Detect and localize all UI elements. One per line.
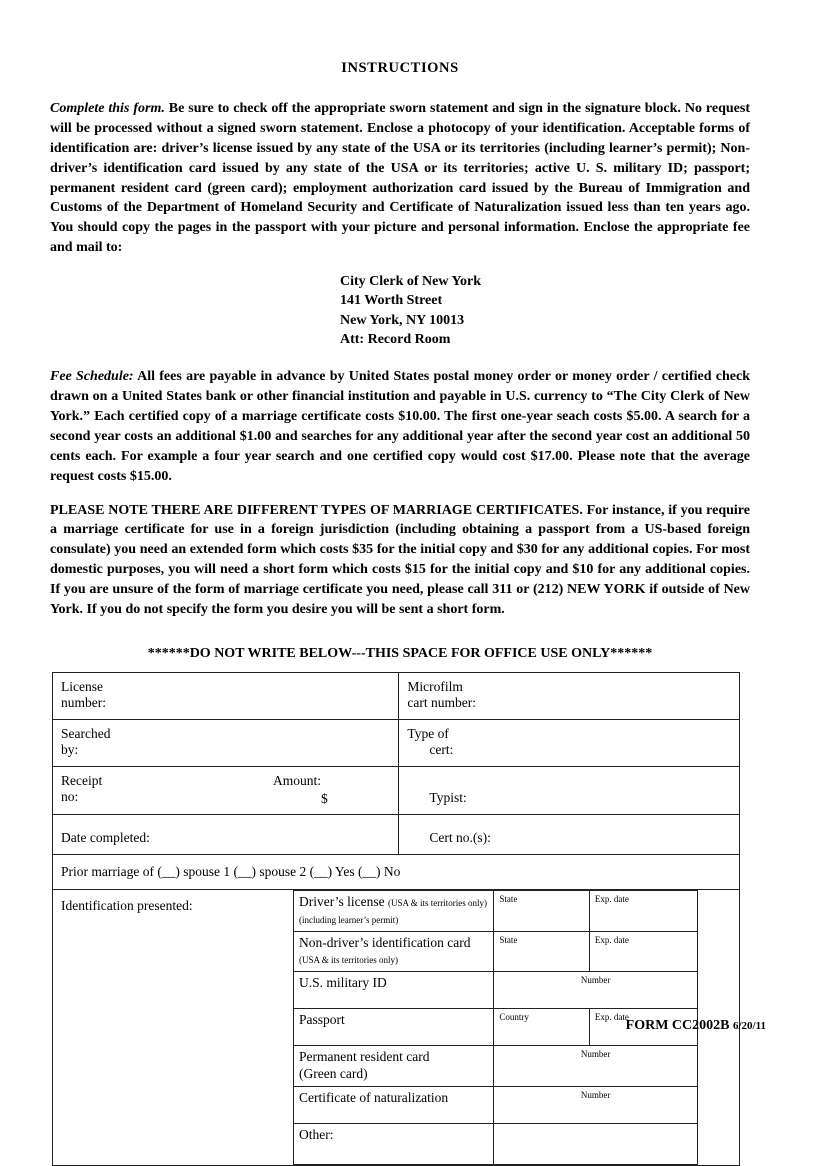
col-header-country: Country bbox=[499, 1012, 529, 1023]
id-note-non-drivers-id: (USA & its territories only) bbox=[299, 955, 398, 966]
col-header-expdate-2: Exp. date bbox=[594, 934, 629, 945]
col-header-number-2: Number bbox=[580, 1049, 611, 1060]
paragraph-body-fee: All fees are payable in advance by United States postal money order or money order / certified check drawn on a United States bank or other financial institution and payable in U.S. currency to “The City Clerk of New York.” Each certified copy of a marriage certificate costs $10.00. The first one-year seach costs $5.00. A search for a second year costs an additional $1.00 and searches for any additional year after the second year cost an additional 50 cents each. For example a four year search and one certified copy would cost $17.00. Please note that the average request costs $15.00. bbox=[50, 369, 750, 484]
address-line-1: City Clerk of New York bbox=[340, 274, 482, 289]
microfilm-label-line1: Microfilm bbox=[407, 678, 463, 694]
paragraph-lead-complete: Complete this form. bbox=[50, 101, 165, 116]
typist-field[interactable] bbox=[399, 767, 739, 814]
id-note2-permanent-resident-card: (Green card) bbox=[299, 1066, 368, 1082]
type-label-line2: cert: bbox=[429, 741, 454, 757]
prior-marriage-label: Prior marriage of (__) spouse 1 (__) spouse 2 (__) Yes (__) No bbox=[61, 863, 401, 879]
id-label-certificate-of-naturalization: Certificate of naturalization bbox=[299, 1090, 449, 1105]
id-type-certificate-of-naturalization[interactable] bbox=[294, 1087, 494, 1124]
id-number-permanent-resident-card[interactable] bbox=[494, 1046, 698, 1087]
id-expdate-drivers-license[interactable] bbox=[589, 890, 697, 931]
id-label-military-id: U.S. military ID bbox=[299, 975, 387, 991]
table-row bbox=[294, 1087, 698, 1124]
table-row bbox=[53, 673, 739, 720]
paragraph-body-types: PLEASE NOTE THERE ARE DIFFERENT TYPES OF MARRIAGE CERTIFICATES. For instance, if you require a marriage certificate for use in a foreign jurisdiction (including obtaining a passport from a US-based foreign consulate) you need an extended form which costs $35 for the initial copy and $30 for any additional copies. For most domestic purposes, you will need a short form which costs $15 for the initial copy and $10 for any additional copies. If you are unsure of the form of marriage certificate you need, please call 311 or (212) NEW YORK if outside of New York. If you do not specify the form you desire you will be sent a short form. bbox=[50, 502, 750, 617]
table-row bbox=[294, 931, 698, 972]
cert-nos-label: Cert no.(s): bbox=[429, 829, 491, 845]
col-header-number-3: Number bbox=[580, 1090, 611, 1100]
id-type-military-id[interactable] bbox=[294, 972, 494, 1009]
license-label-line2: number: bbox=[61, 694, 106, 710]
col-header-number-1: Number bbox=[580, 975, 611, 986]
table-row bbox=[294, 972, 698, 1009]
id-number-certificate-of-naturalization[interactable] bbox=[494, 1087, 698, 1124]
id-label-permanent-resident-card: Permanent resident card bbox=[299, 1049, 430, 1065]
id-state-drivers-license[interactable] bbox=[494, 890, 590, 931]
id-type-passport[interactable] bbox=[294, 1009, 494, 1046]
mailing-address bbox=[50, 272, 750, 349]
page-title: INSTRUCTIONS bbox=[341, 60, 459, 76]
col-header-state-1: State bbox=[499, 893, 518, 904]
address-line-3: New York, NY 10013 bbox=[340, 312, 465, 328]
id-note2-drivers-license: (including learner’s permit) bbox=[299, 914, 399, 925]
address-line-4: Att: Record Room bbox=[340, 331, 451, 347]
table-row bbox=[294, 1124, 698, 1165]
id-number-military-id[interactable] bbox=[494, 972, 698, 1009]
identification-presented-label: Identification presented: bbox=[61, 897, 193, 913]
table-row bbox=[294, 1046, 698, 1087]
id-type-drivers-license[interactable] bbox=[294, 890, 494, 931]
col-header-expdate-3: Exp. date bbox=[594, 1012, 629, 1023]
type-label-line1: Type of bbox=[407, 725, 449, 741]
cert-nos-field[interactable] bbox=[399, 815, 739, 854]
id-value-other[interactable] bbox=[494, 1124, 698, 1165]
office-use-table bbox=[52, 672, 740, 1166]
receipt-number-field[interactable] bbox=[53, 767, 399, 814]
office-use-notice: ******DO NOT WRITE BELOW---THIS SPACE FOR OFFICE USE ONLY****** bbox=[147, 645, 653, 661]
date-completed-field[interactable] bbox=[53, 815, 399, 854]
searched-label-line1: Searched bbox=[61, 725, 111, 741]
paragraph-fee-schedule bbox=[50, 367, 750, 486]
identification-presented-label-wrap bbox=[53, 890, 293, 1165]
id-expdate-non-drivers-id[interactable] bbox=[589, 931, 697, 972]
id-label-non-drivers-id: Non-driver’s identification card bbox=[299, 934, 471, 950]
amount-label: Amount: bbox=[273, 772, 322, 788]
prior-marriage-field[interactable] bbox=[53, 855, 739, 889]
table-row bbox=[53, 767, 739, 815]
col-header-expdate-1: Exp. date bbox=[594, 893, 629, 904]
dollar-sign: $ bbox=[321, 790, 328, 806]
id-country-passport[interactable] bbox=[494, 1009, 590, 1046]
form-code: FORM CC2002B bbox=[625, 1018, 730, 1033]
id-label-drivers-license: Driver’s license bbox=[299, 893, 385, 909]
paragraph-body-complete: Be sure to check off the appropriate sworn statement and sign in the signature block. No request will be processed without a signed sworn statement. Enclose a photocopy of your identification. Acceptable forms of identification are: driver’s license issued by any state of the USA or its territories (including learner’s permit); Non-driver’s identification card issued by any state of the USA or its territories; active U. S. military ID; passport; permanent resident card (green card); employment authorization card issued by the Bureau of Immigration and Customs of the Department of Homeland Security and Certificate of Naturalization issued less than ten years ago. You should copy the pages in the passport with your picture and personal information. Enclose the appropriate fee and mail to: bbox=[50, 101, 750, 256]
receipt-label-line2: no: bbox=[61, 788, 79, 804]
id-note-drivers-license: (USA & its territories only) bbox=[387, 897, 487, 908]
microfilm-label-line2: cart number: bbox=[407, 694, 477, 710]
paragraph-certificate-types bbox=[50, 501, 750, 620]
id-label-passport: Passport bbox=[299, 1012, 345, 1028]
type-of-cert-field[interactable] bbox=[399, 720, 739, 766]
license-number-field[interactable] bbox=[53, 673, 399, 719]
searched-by-field[interactable] bbox=[53, 720, 399, 766]
paragraph-lead-fee: Fee Schedule: bbox=[50, 369, 134, 385]
date-completed-label: Date completed: bbox=[61, 829, 150, 845]
document-content bbox=[50, 60, 750, 1166]
address-line-2: 141 Worth Street bbox=[340, 293, 443, 309]
receipt-label-line1: Receipt bbox=[61, 772, 103, 788]
license-label-line1: License bbox=[61, 678, 103, 694]
form-footer bbox=[626, 1018, 766, 1034]
id-type-non-drivers-id[interactable] bbox=[294, 931, 494, 972]
table-row bbox=[53, 855, 739, 890]
id-type-other[interactable] bbox=[294, 1124, 494, 1165]
searched-label-line2: by: bbox=[61, 741, 79, 757]
table-row bbox=[294, 890, 698, 931]
id-type-permanent-resident-card[interactable] bbox=[294, 1046, 494, 1087]
col-header-state-2: State bbox=[499, 934, 518, 945]
microfilm-cart-number-field[interactable] bbox=[399, 673, 739, 719]
table-row bbox=[53, 815, 739, 855]
table-row bbox=[53, 720, 739, 767]
typist-label: Typist: bbox=[429, 789, 467, 805]
id-label-other: Other: bbox=[299, 1127, 334, 1142]
id-state-non-drivers-id[interactable] bbox=[494, 931, 590, 972]
form-revision-date: 6/20/11 bbox=[732, 1020, 766, 1032]
paragraph-complete-this-form bbox=[50, 99, 750, 258]
